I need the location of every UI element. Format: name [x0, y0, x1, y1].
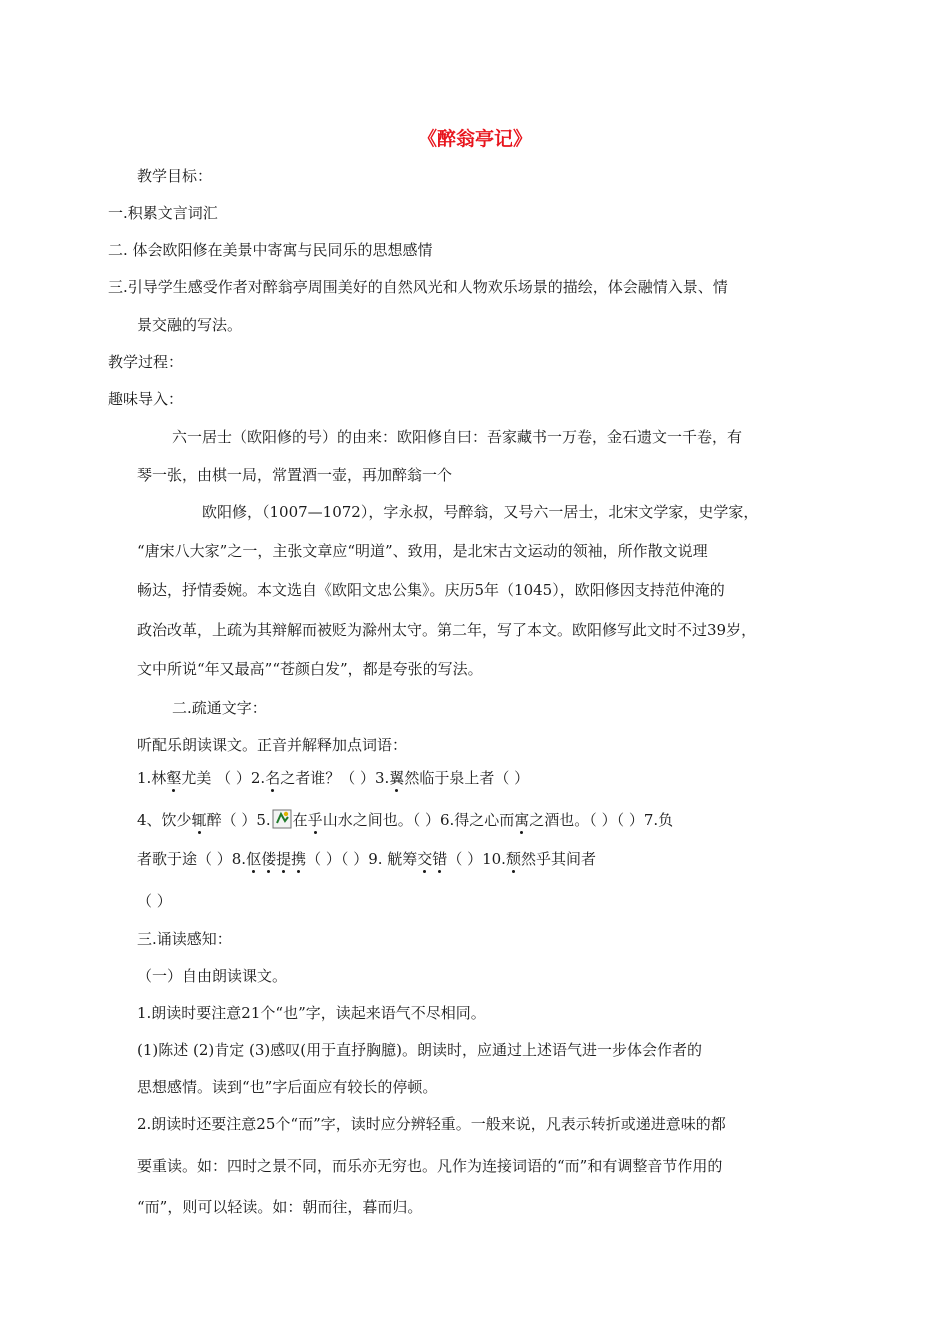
reading-note: 1.朗读时要注意21个“也”字，读起来语气不尽相同。	[137, 1004, 486, 1022]
dotted-char: 携	[291, 850, 307, 868]
goal-item: 二. 体会欧阳修在美景中寄寓与民同乐的思想感情	[108, 241, 433, 259]
text-run: 者歌于途（ ）8.	[137, 850, 247, 868]
section3-subheading: （一）自由朗读课文。	[137, 967, 288, 985]
goals-heading: 教学目标：	[137, 167, 213, 185]
process-heading: 教学过程：	[108, 353, 184, 371]
text-run: 然乎其间者	[520, 850, 596, 868]
goal-item: 三.引导学生感受作者对醉翁亭周围美好的自然风光和人物欢乐场景的描绘，体会融情入景、情	[108, 278, 728, 296]
question-line-2	[137, 809, 673, 830]
text-run: 山水之间也。（ ）6.得之心而	[322, 811, 515, 829]
section3-heading: 三.诵读感知：	[137, 930, 232, 948]
intro-line: 六一居士（欧阳修的号）的由来：欧阳修自曰：吾家藏书一万卷，金石遗文一千卷，有	[172, 428, 743, 446]
text-run: （ ）（ ）9. 觥筹	[306, 850, 418, 868]
section2-heading: 二.疏通文字：	[172, 699, 267, 717]
text-run: 1.林	[137, 769, 167, 787]
text-run: 4、饮少	[137, 811, 192, 829]
inserted-glyph-icon	[271, 809, 293, 829]
bio-line: “唐宋八大家”之一，主张文章应“明道”、致用，是北宋古文运动的领袖，所作散文说理	[137, 542, 708, 560]
bio-line: 畅达，抒情委婉。本文选自《欧阳文忠公集》。庆历5年（1045），欧阳修因支持范仲淹的	[137, 581, 725, 599]
question-line-3	[137, 849, 596, 869]
dotted-char: 辄	[191, 811, 207, 829]
dotted-char: 提	[276, 850, 292, 868]
bio-line: 欧阳修，（1007—1072），字永叔，号醉翁，又号六一居士，北宋文学家，史学家，	[202, 503, 759, 521]
dotted-char: 寓	[514, 811, 530, 829]
bio-line: 政治改革，上疏为其辩解而被贬为滁州太守。第二年，写了本文。欧阳修写此文时不过39岁，	[137, 621, 757, 639]
dotted-char: 伛	[246, 850, 262, 868]
question-line-4: （ ）	[137, 892, 172, 910]
text-run: 醉（ ）5.	[206, 811, 271, 829]
reading-note: 2.朗读时还要注意25个“而”字，读时应分辨轻重。一般来说，凡表示转折或递进意味的都	[137, 1115, 726, 1133]
text-run: 尤美 （ ）2.	[181, 769, 266, 787]
dotted-char: 偻	[261, 850, 277, 868]
reading-note: (1)陈述 (2)肯定 (3)感叹(用于直抒胸臆)。朗读时，应通过上述语气进一步体会作者的	[137, 1041, 702, 1059]
reading-note: 要重读。如：四时之景不同，而乐亦无穷也。凡作为连接词语的“而”和有调整音节作用的	[137, 1157, 723, 1175]
text-run: 在	[292, 811, 308, 829]
goal-item: 一.积累文言词汇	[108, 204, 218, 222]
dotted-char: 颓	[505, 850, 521, 868]
dotted-char: 壑	[166, 769, 182, 787]
text-run: 之者谁？（ ）3.	[280, 769, 390, 787]
section2-instruction: 听配乐朗读课文。正音并解释加点词语：	[137, 736, 408, 754]
dotted-char: 交	[417, 850, 433, 868]
question-line-1	[137, 768, 529, 788]
text-run: （ ）10.	[447, 850, 506, 868]
text-run: 之酒也。（ ）（ ）7.负	[529, 811, 674, 829]
reading-note: 思想感情。读到“也”字后面应有较长的停顿。	[137, 1078, 438, 1096]
dotted-char: 错	[432, 850, 448, 868]
bio-line: 文中所说“年又最高”“苍颜白发”，都是夸张的写法。	[137, 660, 483, 678]
text-run: 然临于泉上者（ ）	[404, 769, 530, 787]
reading-note: “而”，则可以轻读。如：朝而往，暮而归。	[137, 1198, 423, 1216]
document-title: 《醉翁亭记》	[417, 128, 532, 150]
dotted-char: 翼	[389, 769, 405, 787]
dotted-char: 名	[265, 769, 281, 787]
intro-line: 琴一张，由棋一局，常置酒一壶，再加醉翁一个	[137, 466, 453, 484]
intro-heading: 趣味导入：	[108, 390, 184, 408]
dotted-char: 乎	[307, 811, 323, 829]
goal-item-continued: 景交融的写法。	[137, 316, 243, 334]
